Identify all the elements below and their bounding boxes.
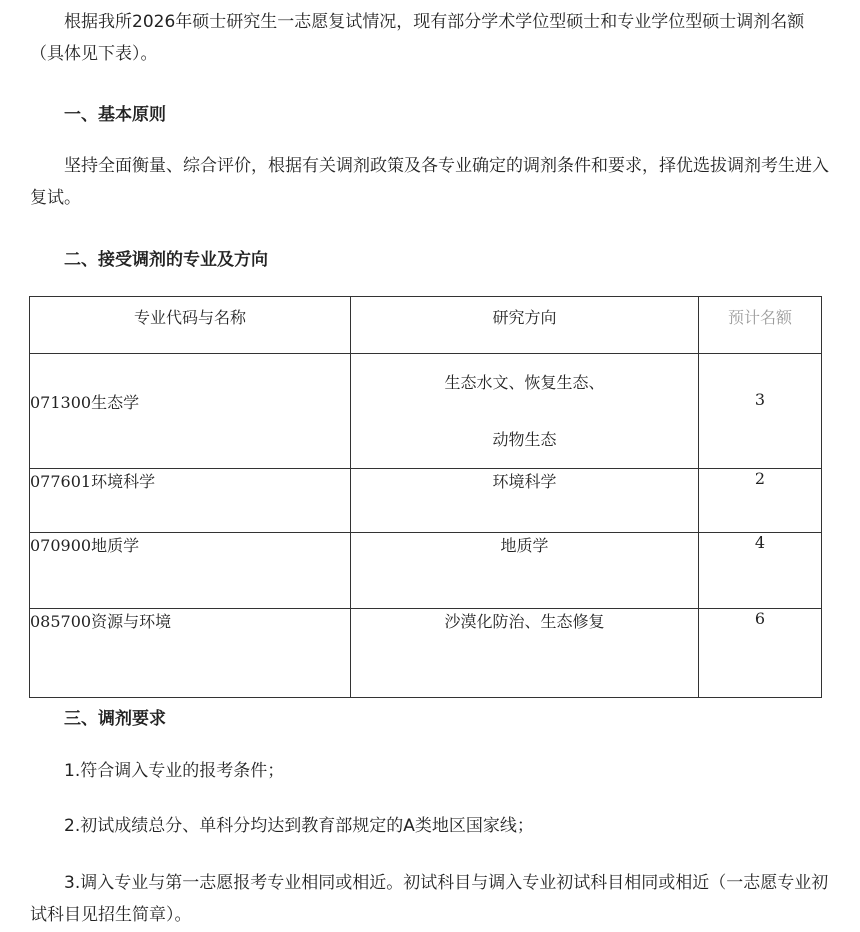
direction-cell: 环境科学 <box>351 469 699 533</box>
section-heading-principles: 一、基本原则 <box>64 105 166 125</box>
major-cell: 085700资源与环境 <box>30 609 351 698</box>
quota-cell: 2 <box>699 469 822 533</box>
header-direction: 研究方向 <box>351 297 699 354</box>
requirement-item: 2.初试成绩总分、单科分均达到教育部规定的A类地区国家线； <box>64 816 534 836</box>
section-heading-majors: 二、接受调剂的专业及方向 <box>64 250 268 270</box>
direction-cell <box>351 354 699 469</box>
major-cell: 071300生态学 <box>30 354 351 469</box>
header-major: 专业代码与名称 <box>30 297 351 354</box>
table-header-row <box>30 297 822 354</box>
direction-line: 生态水文、恢复生态、 <box>444 373 605 392</box>
table-row <box>30 354 822 469</box>
table-row <box>30 533 822 609</box>
section-heading-requirements: 三、调剂要求 <box>64 709 166 729</box>
major-cell: 070900地质学 <box>30 533 351 609</box>
quota-cell: 6 <box>699 609 822 698</box>
direction-cell: 地质学 <box>351 533 699 609</box>
table-row <box>30 609 822 698</box>
intro-paragraph: 根据我所2026年硕士研究生一志愿复试情况，现有部分学术学位型硕士和专业学位型硕士调剂名额（具体见下表）。 <box>30 12 805 64</box>
quota-table <box>29 296 822 698</box>
major-cell: 077601环境科学 <box>30 469 351 533</box>
header-quota: 预计名额 <box>699 297 822 354</box>
quota-cell: 4 <box>699 533 822 609</box>
direction-line: 动物生态 <box>492 430 557 449</box>
table-row <box>30 469 822 533</box>
quota-cell: 3 <box>699 354 822 469</box>
principles-paragraph: 坚持全面衡量、综合评价，根据有关调剂政策及各专业确定的调剂条件和要求，择优选拔调剂考生进入复试。 <box>30 156 829 208</box>
requirement-item: 3.调入专业与第一志愿报考专业相同或相近。初试科目与调入专业初试科目相同或相近（一志愿专业初试科目见招生简章）。 <box>30 873 829 925</box>
direction-cell: 沙漠化防治、生态修复 <box>351 609 699 698</box>
requirement-item: 1.符合调入专业的报考条件； <box>64 761 285 781</box>
